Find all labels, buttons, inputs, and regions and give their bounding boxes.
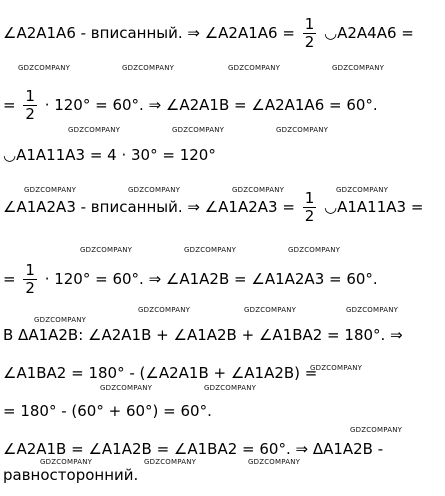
- solution-line-4: [3, 190, 423, 225]
- line-10-text: равносторонний.: [3, 466, 139, 484]
- fraction-denominator: 2: [25, 105, 35, 123]
- fraction-denominator: 2: [25, 279, 35, 297]
- fraction-numerator: 1: [25, 261, 35, 279]
- watermark: GDZCOMPANY: [232, 186, 285, 194]
- watermark: GDZCOMPANY: [122, 64, 175, 72]
- watermark: GDZCOMPANY: [128, 186, 181, 194]
- fraction-numerator: 1: [25, 87, 35, 105]
- watermark: GDZCOMPANY: [350, 426, 403, 434]
- watermark: GDZCOMPANY: [172, 126, 225, 134]
- fraction-numerator: 1: [304, 189, 315, 207]
- line-1-text-before: ∠A2A1A6 - вписанный. ⇒ ∠A2A1A6 =: [3, 24, 295, 42]
- fraction-one-half: [23, 88, 37, 123]
- line-4-text-before: ∠A1A2A3 - вписанный. ⇒ ∠A1A2A3 =: [3, 198, 295, 216]
- watermark: GDZCOMPANY: [204, 384, 257, 392]
- line-6-text: В ΔA1A2B: ∠A2A1B + ∠A1A2B + ∠A1BA2 = 180°. ⇒: [3, 326, 403, 344]
- watermark: GDZCOMPANY: [138, 306, 191, 314]
- watermark: GDZCOMPANY: [276, 126, 329, 134]
- solution-line-1: [3, 16, 414, 51]
- watermark: GDZCOMPANY: [144, 458, 197, 466]
- watermark: GDZCOMPANY: [346, 306, 399, 314]
- line-8-text: = 180° - (60° + 60°) = 60°.: [3, 402, 212, 420]
- watermark: GDZCOMPANY: [80, 246, 133, 254]
- watermark: GDZCOMPANY: [244, 306, 297, 314]
- solution-line-6: [3, 326, 403, 344]
- line-1-text-after: ◡A2A4A6 =: [324, 24, 414, 42]
- line-9-text: ∠A2A1B = ∠A1A2B = ∠A1BA2 = 60°. ⇒ ΔA1A2B -: [3, 440, 384, 458]
- line-2-text-before: =: [3, 96, 16, 114]
- solution-line-2: [3, 88, 378, 123]
- fraction-one-half: [23, 262, 37, 297]
- line-7-text: ∠A1BA2 = 180° - (∠A2A1B + ∠A1A2B) =: [3, 364, 318, 382]
- watermark: GDZCOMPANY: [184, 246, 237, 254]
- fraction-denominator: 2: [304, 207, 315, 225]
- fraction-numerator: 1: [304, 15, 315, 33]
- fraction-one-half: [303, 16, 317, 51]
- watermark: GDZCOMPANY: [34, 316, 87, 324]
- fraction-denominator: 2: [304, 33, 315, 51]
- solution-line-8: [3, 402, 212, 420]
- fraction-one-half: [303, 190, 317, 225]
- solution-line-7: [3, 364, 317, 382]
- solution-line-5: [3, 262, 378, 297]
- solution-line-10: [3, 466, 138, 484]
- line-5-text-before: =: [3, 270, 16, 288]
- watermark: GDZCOMPANY: [100, 384, 153, 392]
- watermark: GDZCOMPANY: [228, 64, 281, 72]
- watermark: GDZCOMPANY: [18, 64, 71, 72]
- watermark: GDZCOMPANY: [40, 458, 93, 466]
- watermark: GDZCOMPANY: [332, 64, 385, 72]
- solution-line-9: [3, 440, 383, 458]
- line-5-text-after: · 120° = 60°. ⇒ ∠A1A2B = ∠A1A2A3 = 60°.: [44, 270, 378, 288]
- line-3-text: ◡A1A11A3 = 4 · 30° = 120°: [3, 146, 216, 164]
- watermark: GDZCOMPANY: [24, 186, 77, 194]
- watermark: GDZCOMPANY: [288, 246, 341, 254]
- watermark: GDZCOMPANY: [248, 458, 301, 466]
- watermark: GDZCOMPANY: [336, 186, 389, 194]
- watermark: GDZCOMPANY: [310, 364, 363, 372]
- line-4-text-after: ◡A1A11A3 =: [324, 198, 424, 216]
- watermark: GDZCOMPANY: [68, 126, 121, 134]
- solution-line-3: [3, 146, 216, 164]
- line-2-text-after: · 120° = 60°. ⇒ ∠A2A1B = ∠A2A1A6 = 60°.: [44, 96, 378, 114]
